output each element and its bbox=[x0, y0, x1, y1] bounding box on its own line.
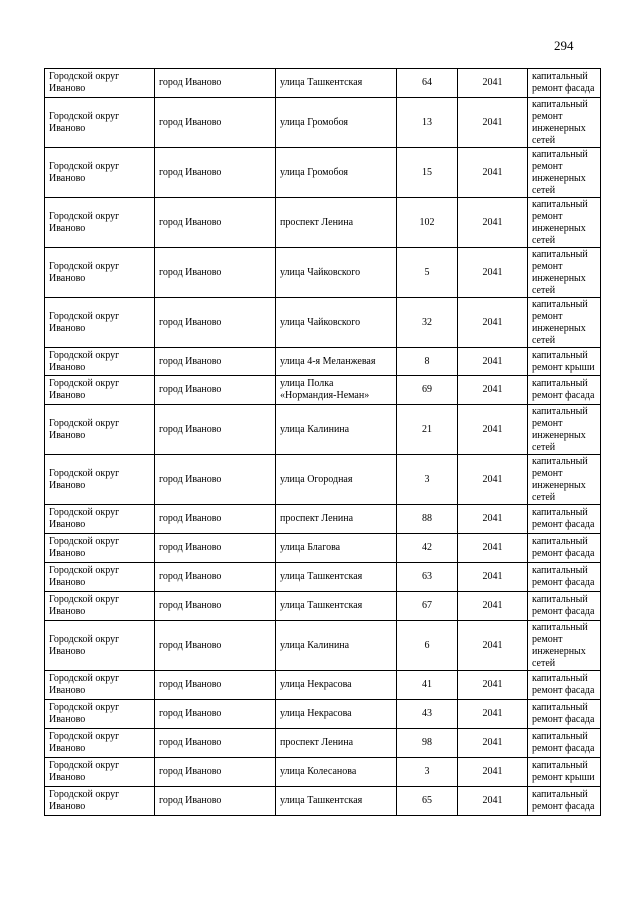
district-cell: Городской округ Иваново bbox=[45, 198, 155, 248]
district-cell: Городской округ Иваново bbox=[45, 455, 155, 505]
year-cell: 2041 bbox=[458, 671, 528, 700]
work-type-cell: капитальный ремонт крыши bbox=[528, 348, 601, 376]
work-type-cell: капитальный ремонт инженерных сетей bbox=[528, 148, 601, 198]
table-row bbox=[45, 700, 601, 729]
work-type-cell: капитальный ремонт фасада bbox=[528, 563, 601, 592]
city-cell: город Иваново bbox=[155, 505, 276, 534]
house-number-cell: 43 bbox=[397, 700, 458, 729]
page-number: 294 bbox=[554, 38, 574, 53]
work-type-cell: капитальный ремонт фасада bbox=[528, 376, 601, 405]
district-cell: Городской округ Иваново bbox=[45, 405, 155, 455]
city-cell: город Иваново bbox=[155, 298, 276, 348]
year-cell: 2041 bbox=[458, 787, 528, 816]
house-number-cell: 41 bbox=[397, 671, 458, 700]
house-number-cell: 3 bbox=[397, 455, 458, 505]
house-number-cell: 15 bbox=[397, 148, 458, 198]
work-type-cell: капитальный ремонт крыши bbox=[528, 758, 601, 787]
district-cell: Городской округ Иваново bbox=[45, 98, 155, 148]
table-row bbox=[45, 69, 601, 98]
street-cell: улица Благова bbox=[276, 534, 397, 563]
year-cell: 2041 bbox=[458, 505, 528, 534]
city-cell: город Иваново bbox=[155, 787, 276, 816]
street-cell: проспект Ленина bbox=[276, 198, 397, 248]
street-cell: улица Чайковского bbox=[276, 248, 397, 298]
city-cell: город Иваново bbox=[155, 69, 276, 98]
year-cell: 2041 bbox=[458, 248, 528, 298]
city-cell: город Иваново bbox=[155, 198, 276, 248]
year-cell: 2041 bbox=[458, 700, 528, 729]
city-cell: город Иваново bbox=[155, 758, 276, 787]
street-cell: проспект Ленина bbox=[276, 505, 397, 534]
table-row bbox=[45, 505, 601, 534]
city-cell: город Иваново bbox=[155, 700, 276, 729]
district-cell: Городской округ Иваново bbox=[45, 621, 155, 671]
table-row bbox=[45, 671, 601, 700]
table-row bbox=[45, 298, 601, 348]
district-cell: Городской округ Иваново bbox=[45, 563, 155, 592]
city-cell: город Иваново bbox=[155, 98, 276, 148]
city-cell: город Иваново bbox=[155, 405, 276, 455]
year-cell: 2041 bbox=[458, 592, 528, 621]
house-number-cell: 6 bbox=[397, 621, 458, 671]
house-number-cell: 5 bbox=[397, 248, 458, 298]
work-type-cell: капитальный ремонт инженерных сетей bbox=[528, 298, 601, 348]
year-cell: 2041 bbox=[458, 729, 528, 758]
street-cell: улица Ташкентская bbox=[276, 592, 397, 621]
table-row bbox=[45, 787, 601, 816]
table-row bbox=[45, 98, 601, 148]
street-cell: улица Калинина bbox=[276, 621, 397, 671]
table-row bbox=[45, 621, 601, 671]
year-cell: 2041 bbox=[458, 758, 528, 787]
city-cell: город Иваново bbox=[155, 592, 276, 621]
city-cell: город Иваново bbox=[155, 455, 276, 505]
city-cell: город Иваново bbox=[155, 148, 276, 198]
city-cell: город Иваново bbox=[155, 563, 276, 592]
street-cell: улица Колесанова bbox=[276, 758, 397, 787]
work-type-cell: капитальный ремонт фасада bbox=[528, 729, 601, 758]
year-cell: 2041 bbox=[458, 148, 528, 198]
house-number-cell: 63 bbox=[397, 563, 458, 592]
work-type-cell: капитальный ремонт фасада bbox=[528, 671, 601, 700]
street-cell: улица Огородная bbox=[276, 455, 397, 505]
city-cell: город Иваново bbox=[155, 621, 276, 671]
city-cell: город Иваново bbox=[155, 376, 276, 405]
district-cell: Городской округ Иваново bbox=[45, 348, 155, 376]
house-number-cell: 42 bbox=[397, 534, 458, 563]
house-number-cell: 21 bbox=[397, 405, 458, 455]
city-cell: город Иваново bbox=[155, 348, 276, 376]
year-cell: 2041 bbox=[458, 376, 528, 405]
house-number-cell: 69 bbox=[397, 376, 458, 405]
work-type-cell: капитальный ремонт инженерных сетей bbox=[528, 455, 601, 505]
street-cell: улица Громобоя bbox=[276, 98, 397, 148]
house-number-cell: 98 bbox=[397, 729, 458, 758]
district-cell: Городской округ Иваново bbox=[45, 758, 155, 787]
table-row bbox=[45, 348, 601, 376]
work-type-cell: капитальный ремонт фасада bbox=[528, 787, 601, 816]
year-cell: 2041 bbox=[458, 405, 528, 455]
street-cell: улица Полка «Нормандия-Неман» bbox=[276, 376, 397, 405]
street-cell: улица Чайковского bbox=[276, 298, 397, 348]
year-cell: 2041 bbox=[458, 298, 528, 348]
work-type-cell: капитальный ремонт инженерных сетей bbox=[528, 98, 601, 148]
house-number-cell: 13 bbox=[397, 98, 458, 148]
house-number-cell: 67 bbox=[397, 592, 458, 621]
district-cell: Городской округ Иваново bbox=[45, 298, 155, 348]
district-cell: Городской округ Иваново bbox=[45, 592, 155, 621]
work-type-cell: капитальный ремонт фасада bbox=[528, 69, 601, 98]
work-type-cell: капитальный ремонт фасада bbox=[528, 505, 601, 534]
table-row bbox=[45, 563, 601, 592]
city-cell: город Иваново bbox=[155, 729, 276, 758]
district-cell: Городской округ Иваново bbox=[45, 700, 155, 729]
street-cell: улица Громобоя bbox=[276, 148, 397, 198]
table-row bbox=[45, 198, 601, 248]
year-cell: 2041 bbox=[458, 348, 528, 376]
city-cell: город Иваново bbox=[155, 671, 276, 700]
house-number-cell: 32 bbox=[397, 298, 458, 348]
street-cell: улица Некрасова bbox=[276, 671, 397, 700]
district-cell: Городской округ Иваново bbox=[45, 534, 155, 563]
table-row bbox=[45, 592, 601, 621]
year-cell: 2041 bbox=[458, 534, 528, 563]
city-cell: город Иваново bbox=[155, 534, 276, 563]
work-type-cell: капитальный ремонт инженерных сетей bbox=[528, 405, 601, 455]
table-row bbox=[45, 148, 601, 198]
house-number-cell: 65 bbox=[397, 787, 458, 816]
street-cell: улица 4-я Меланжевая bbox=[276, 348, 397, 376]
street-cell: улица Ташкентская bbox=[276, 563, 397, 592]
work-type-cell: капитальный ремонт инженерных сетей bbox=[528, 198, 601, 248]
year-cell: 2041 bbox=[458, 563, 528, 592]
table-row bbox=[45, 729, 601, 758]
year-cell: 2041 bbox=[458, 69, 528, 98]
city-cell: город Иваново bbox=[155, 248, 276, 298]
street-cell: улица Ташкентская bbox=[276, 787, 397, 816]
house-number-cell: 3 bbox=[397, 758, 458, 787]
house-number-cell: 8 bbox=[397, 348, 458, 376]
table-row bbox=[45, 455, 601, 505]
district-cell: Городской округ Иваново bbox=[45, 376, 155, 405]
table-row bbox=[45, 376, 601, 405]
street-cell: улица Калинина bbox=[276, 405, 397, 455]
work-type-cell: капитальный ремонт фасада bbox=[528, 592, 601, 621]
street-cell: улица Некрасова bbox=[276, 700, 397, 729]
house-number-cell: 88 bbox=[397, 505, 458, 534]
work-type-cell: капитальный ремонт инженерных сетей bbox=[528, 248, 601, 298]
district-cell: Городской округ Иваново bbox=[45, 787, 155, 816]
district-cell: Городской округ Иваново bbox=[45, 248, 155, 298]
table-row bbox=[45, 248, 601, 298]
year-cell: 2041 bbox=[458, 198, 528, 248]
year-cell: 2041 bbox=[458, 455, 528, 505]
street-cell: улица Ташкентская bbox=[276, 69, 397, 98]
year-cell: 2041 bbox=[458, 621, 528, 671]
work-type-cell: капитальный ремонт фасада bbox=[528, 700, 601, 729]
table-row bbox=[45, 758, 601, 787]
repair-schedule-table bbox=[44, 68, 601, 816]
table-row bbox=[45, 534, 601, 563]
year-cell: 2041 bbox=[458, 98, 528, 148]
work-type-cell: капитальный ремонт фасада bbox=[528, 534, 601, 563]
house-number-cell: 64 bbox=[397, 69, 458, 98]
district-cell: Городской округ Иваново bbox=[45, 671, 155, 700]
street-cell: проспект Ленина bbox=[276, 729, 397, 758]
district-cell: Городской округ Иваново bbox=[45, 505, 155, 534]
district-cell: Городской округ Иваново bbox=[45, 729, 155, 758]
table-row bbox=[45, 405, 601, 455]
district-cell: Городской округ Иваново bbox=[45, 69, 155, 98]
house-number-cell: 102 bbox=[397, 198, 458, 248]
district-cell: Городской округ Иваново bbox=[45, 148, 155, 198]
work-type-cell: капитальный ремонт инженерных сетей bbox=[528, 621, 601, 671]
